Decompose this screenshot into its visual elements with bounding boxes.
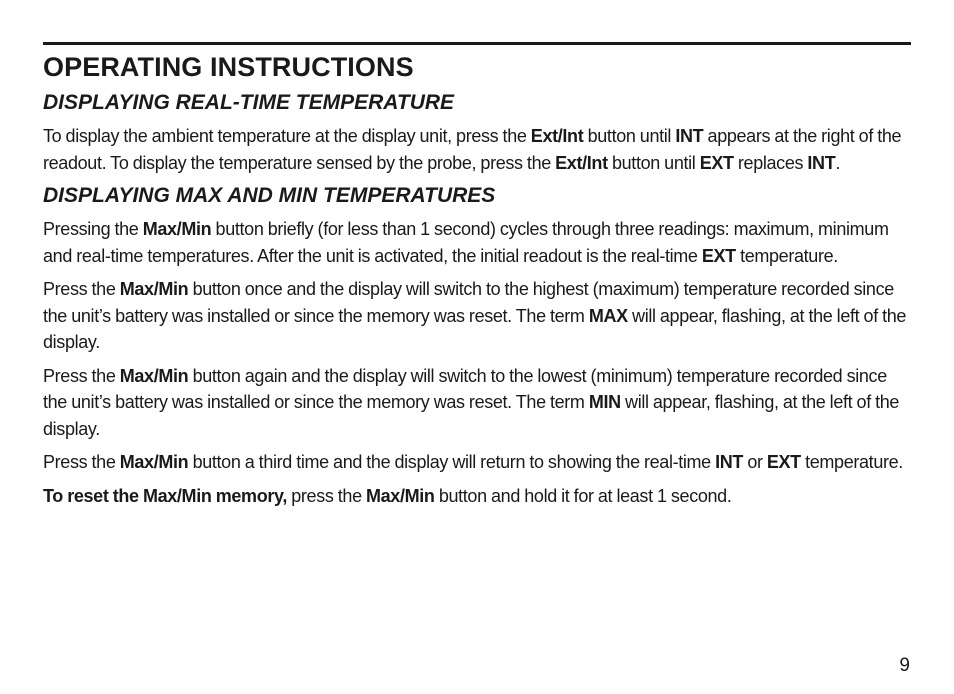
bold-term: Max/Min xyxy=(119,452,189,472)
bold-term: MAX xyxy=(588,305,628,326)
paragraph-third-press xyxy=(43,449,911,476)
text-run: Press the xyxy=(43,452,120,472)
text-run: replaces xyxy=(733,152,808,173)
text-run: appears at the right of the readout. To display the temperature sensed by the probe, press the xyxy=(43,126,902,173)
text-run: Press the xyxy=(43,365,120,386)
bold-term: Ext/Int xyxy=(555,152,608,173)
bold-term: Max/Min xyxy=(119,365,189,386)
bold-term: To reset the Max/Min memory, xyxy=(43,485,287,506)
text-run: button until xyxy=(583,126,676,146)
text-run: button and hold it for at least 1 second. xyxy=(434,485,732,506)
page-number: 9 xyxy=(899,655,910,676)
bold-term: MIN xyxy=(588,392,621,412)
bold-term: EXT xyxy=(699,152,734,173)
bold-term: Max/Min xyxy=(142,219,212,239)
text-run: button again and the display will switch to the lowest (minimum) temperature recorded since the unit’s battery was installed or since the memory was reset. The term xyxy=(43,365,887,412)
text-run: will appear, flashing, at the left of the display. xyxy=(43,392,900,439)
text-run: or xyxy=(743,452,767,472)
bold-term: Max/Min xyxy=(366,485,435,506)
text-run: button once and the display will switch to the highest (maximum) temperature recorded since the unit’s battery was installed or since the memory was reset. The term xyxy=(43,279,894,326)
text-run: Press the xyxy=(43,279,120,299)
page-title: OPERATING INSTRUCTIONS xyxy=(43,52,414,82)
bold-term: INT xyxy=(715,452,744,472)
text-run: will appear, flashing, at the left of the display. xyxy=(43,305,907,352)
text-run: temperature. xyxy=(800,452,903,472)
top-rule xyxy=(43,42,911,45)
paragraph-max xyxy=(43,276,911,356)
paragraph-cycle-readings xyxy=(43,216,911,269)
text-run: temperature. xyxy=(735,245,838,266)
text-run: button briefly (for less than 1 second) cycles through three readings: maximum, minimum and real-time temperatures. After the unit is activated, the initial readout is the real-time xyxy=(43,219,889,266)
paragraph-real-time xyxy=(43,123,911,176)
text-run: button until xyxy=(607,152,700,173)
bold-term: Ext/Int xyxy=(530,126,584,146)
bold-term: EXT xyxy=(701,245,736,266)
bold-term: INT xyxy=(807,152,836,173)
manual-page xyxy=(43,42,911,509)
paragraph-reset-memory xyxy=(43,483,911,510)
paragraph-min xyxy=(43,363,911,443)
bold-term: EXT xyxy=(766,452,801,472)
text-run: Pressing the xyxy=(43,219,143,239)
text-run: To display the ambient temperature at the display unit, press the xyxy=(43,126,531,146)
text-run: . xyxy=(835,152,841,173)
text-run: press the xyxy=(287,485,366,506)
section-title-max-min: DISPLAYING MAX AND MIN TEMPERATURES xyxy=(43,184,496,207)
bold-term: Max/Min xyxy=(119,279,189,299)
section-title-real-time: DISPLAYING REAL-TIME TEMPERATURE xyxy=(43,91,455,114)
text-run: button a third time and the display will return to showing the real-time xyxy=(188,452,716,472)
bold-term: INT xyxy=(675,126,704,146)
